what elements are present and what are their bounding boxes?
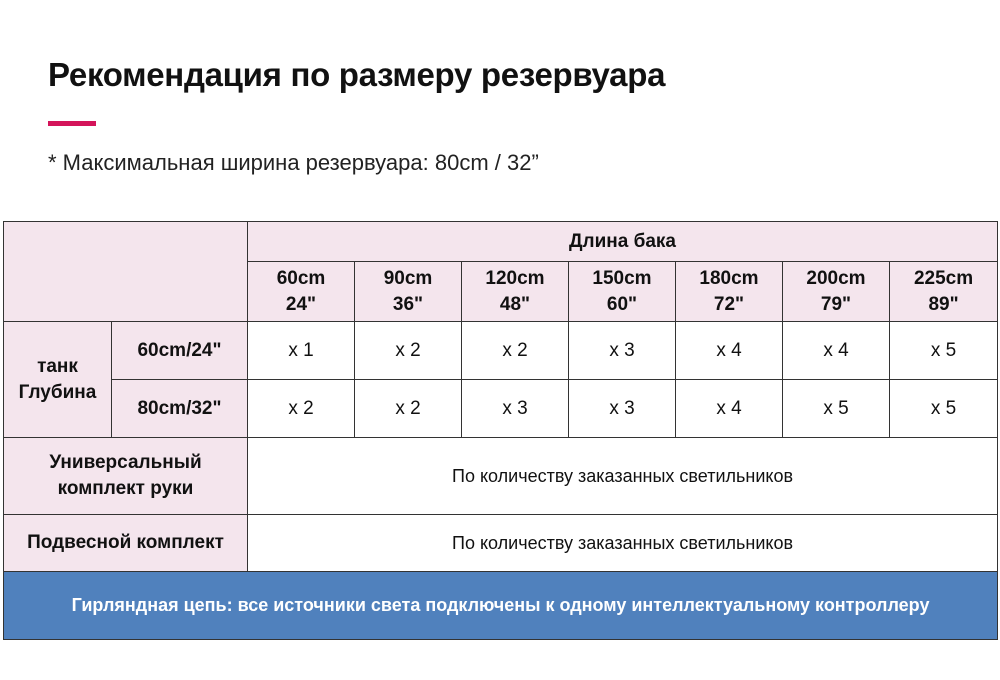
tank-depth-label-line1: танк: [37, 355, 78, 377]
hanging-kit-label: Подвесной комплект: [4, 515, 248, 572]
length-inch: 48": [499, 293, 531, 315]
depth-row: [4, 322, 998, 380]
length-col-header: [569, 262, 676, 322]
light-count-cell: x 3: [569, 380, 676, 438]
arm-kit-value: По количеству заказанных светильников: [248, 438, 998, 515]
light-count-cell: x 2: [248, 380, 355, 438]
tank-depth-label-line2: Глубина: [18, 381, 97, 403]
light-count-cell: x 4: [783, 322, 890, 380]
daisy-chain-note: Гирляндная цепь: все источники света подключены к одному интеллектуальному контроллеру: [4, 572, 998, 640]
length-col-header: [890, 262, 998, 322]
arm-kit-row: [4, 438, 998, 515]
light-count-cell: x 4: [676, 322, 783, 380]
length-cm: 200cm: [806, 267, 866, 289]
length-cm: 225cm: [913, 267, 974, 289]
length-col-header: [462, 262, 569, 322]
light-count-cell: x 5: [890, 322, 998, 380]
arm-kit-label-line1: Универсальный: [49, 452, 202, 474]
tank-depth-label: [4, 322, 112, 438]
length-inch: 36": [392, 293, 424, 315]
page-title: Рекомендация по размеру резервуара: [48, 56, 666, 93]
length-header-row: [4, 222, 998, 262]
depth-value-label: 80cm/32": [112, 380, 248, 438]
length-header: Длина бака: [248, 222, 998, 262]
title-accent-bar: [48, 121, 96, 126]
hanging-kit-value: По количеству заказанных светильников: [248, 515, 998, 572]
depth-row: [4, 380, 998, 438]
light-count-cell: x 4: [676, 380, 783, 438]
tank-size-table: [3, 221, 998, 640]
length-inch: 89": [928, 293, 959, 315]
light-count-cell: x 3: [462, 380, 569, 438]
length-col-header: [248, 262, 355, 322]
arm-kit-label: [4, 438, 248, 515]
length-cm: 90cm: [383, 267, 433, 289]
arm-kit-label-line2: комплект руки: [57, 478, 194, 499]
length-col-header: [355, 262, 462, 322]
corner-cell: [4, 222, 248, 322]
light-count-cell: x 2: [462, 322, 569, 380]
length-inch: 79": [820, 293, 852, 315]
light-count-cell: x 1: [248, 322, 355, 380]
light-count-cell: x 2: [355, 380, 462, 438]
length-inch: 72": [713, 293, 745, 315]
daisy-chain-row: [4, 572, 998, 640]
light-count-cell: x 3: [569, 322, 676, 380]
light-count-cell: x 5: [890, 380, 998, 438]
length-cm: 180cm: [699, 267, 759, 289]
light-count-cell: x 5: [783, 380, 890, 438]
hanging-kit-row: [4, 515, 998, 572]
length-cm: 120cm: [485, 267, 545, 289]
length-cm: 60cm: [276, 267, 326, 289]
length-col-header: [783, 262, 890, 322]
max-width-note: * Максимальная ширина резервуара: 80cm / 32”: [48, 150, 539, 175]
depth-value-label: 60cm/24": [112, 322, 248, 380]
length-inch: 60": [606, 293, 638, 315]
length-inch: 24": [285, 293, 317, 315]
length-cm: 150cm: [592, 267, 652, 289]
length-col-header: [676, 262, 783, 322]
light-count-cell: x 2: [355, 322, 462, 380]
